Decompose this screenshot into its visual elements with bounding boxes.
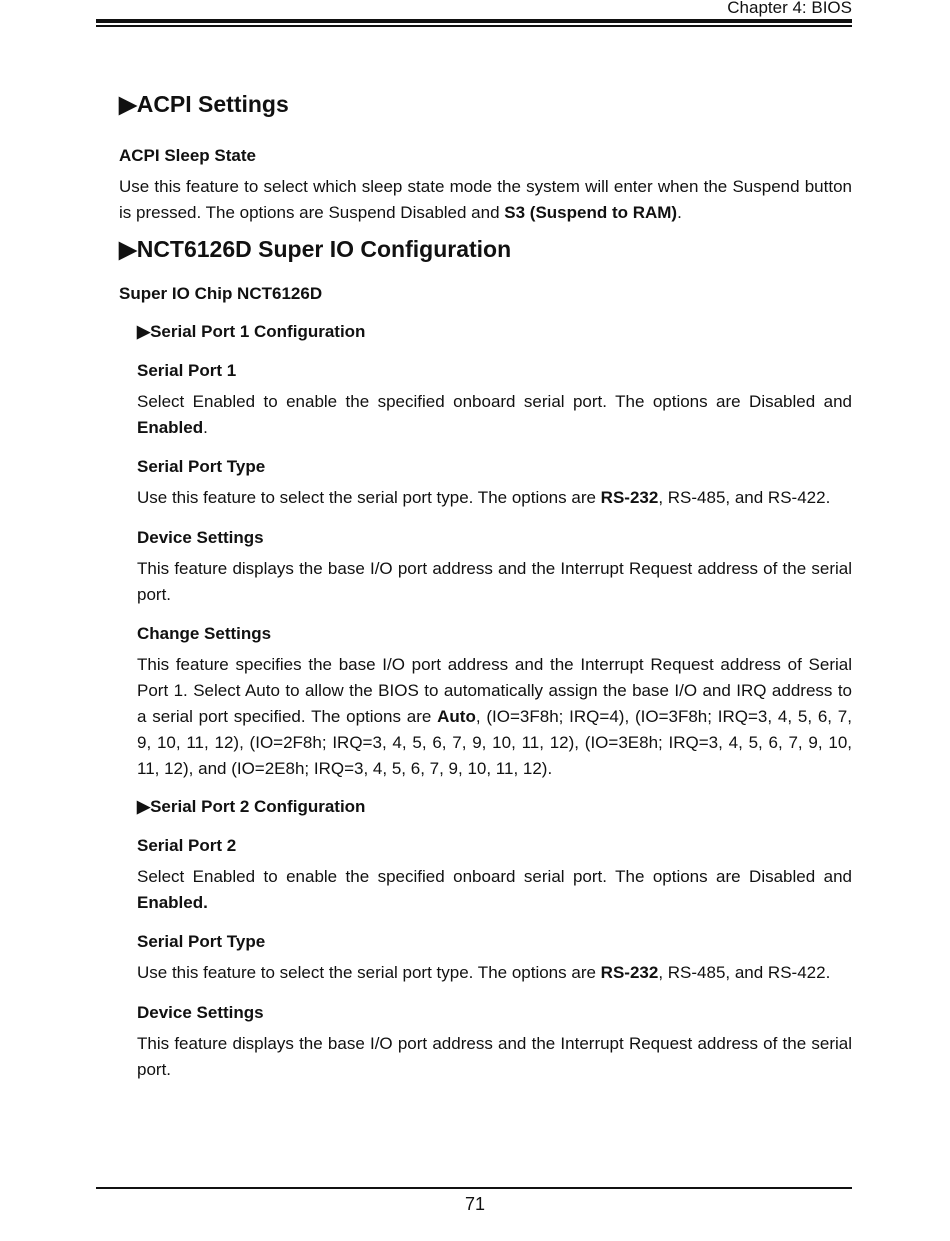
triangle-right-icon: ▶ [137, 797, 151, 816]
sp1-type [137, 455, 852, 511]
footer-rule [96, 1187, 852, 1189]
sp2-port-heading: Serial Port 2 [137, 836, 237, 855]
text-span: Use this feature to select the serial port type. The options are [137, 488, 601, 507]
text-span: Select Enabled to enable the specified onboard serial port. The options are Disabled and [137, 867, 852, 886]
text-span: , RS-485, and RS-422. [658, 963, 831, 982]
bold-option: RS-232 [600, 963, 659, 982]
text-span: , (IO=3F8h; IRQ=4), (IO=3F8h; IRQ=3, 4, 5, 6, 7, 9, 10, 11, 12), (IO=2F8h; IRQ=3, 4, 5, 6, 7, 9, 10, 11, 12), (IO=3E8h; IRQ=3, 4, 5, 6, 7, 9, 10, 11, 12), and (IO=2E8h; IRQ=3, 4, 5, 6, 7, 9, 10, 11, 12). [137, 707, 852, 778]
sp2-title-text: Serial Port 2 Configuration [150, 797, 366, 816]
sp1-change-heading: Change Settings [137, 624, 272, 643]
acpi-section-title [119, 88, 852, 120]
sp1-title-text: Serial Port 1 Configuration [150, 322, 366, 341]
acpi-sleep-state-text [119, 174, 852, 226]
bold-option: Enabled. [137, 893, 208, 912]
text-span: . [677, 203, 682, 222]
acpi-sleep-state-heading: ACPI Sleep State [119, 146, 256, 165]
superio-section-title [119, 233, 852, 265]
superio-title-text: NCT6126D Super IO Configuration [136, 236, 512, 262]
superio-section [119, 233, 852, 265]
sp2-section [137, 795, 852, 819]
header-rule-thin [96, 25, 852, 27]
sp1-section-title [137, 320, 852, 344]
text-span: Use this feature to select which sleep state mode the system will enter when the Suspend button is pressed. The options are Suspend Disabled and [119, 177, 852, 222]
sp1-change-text [137, 652, 852, 782]
superio-chip-heading: Super IO Chip NCT6126D [119, 284, 323, 303]
sp1-port-heading: Serial Port 1 [137, 361, 237, 380]
page-number: 71 [464, 1194, 486, 1214]
sp2-type-heading: Serial Port Type [137, 932, 266, 951]
sp1-section [137, 320, 852, 344]
sp2-port-text [137, 864, 852, 916]
sp2-port [137, 834, 852, 916]
text-span: , RS-485, and RS-422. [658, 488, 831, 507]
sp1-change [137, 622, 852, 782]
sp2-device-heading: Device Settings [137, 1003, 264, 1022]
sp2-device-text: This feature displays the base I/O port address and the Interrupt Request address of the serial port. [137, 1034, 852, 1079]
sp2-type-text [137, 960, 852, 986]
acpi-sleep-state [119, 144, 852, 226]
sp1-type-text [137, 485, 852, 511]
sp2-device [137, 1001, 852, 1083]
triangle-right-icon: ▶ [119, 236, 137, 262]
sp1-port-text [137, 389, 852, 441]
bold-option: Enabled [137, 418, 204, 437]
sp1-device-heading: Device Settings [137, 528, 264, 547]
chapter-header: Chapter 4: BIOS [727, 0, 852, 17]
triangle-right-icon: ▶ [119, 91, 137, 117]
sp2-section-title [137, 795, 852, 819]
text-span: Select Enabled to enable the specified onboard serial port. The options are Disabled and [137, 392, 852, 411]
sp1-port [137, 359, 852, 441]
text-span: This feature specifies the base I/O port address and the Interrupt Request address of Serial Port 1. Select Auto to allow the BIOS to automatically assign the base I/O and IRQ address to a serial port specified. The options are [137, 655, 852, 726]
bold-option: S3 (Suspend to RAM) [504, 203, 678, 222]
sp1-device [137, 526, 852, 608]
bold-option: Auto [437, 707, 476, 726]
text-span: . [203, 418, 208, 437]
triangle-right-icon: ▶ [137, 322, 151, 341]
bold-option: RS-232 [600, 488, 659, 507]
acpi-section [119, 88, 852, 120]
header-rule-thick [96, 19, 852, 23]
sp2-type [137, 930, 852, 986]
acpi-title-text: ACPI Settings [136, 91, 289, 117]
text-span: Use this feature to select the serial port type. The options are [137, 963, 601, 982]
superio-chip [119, 282, 852, 306]
sp1-type-heading: Serial Port Type [137, 457, 266, 476]
sp1-device-text: This feature displays the base I/O port address and the Interrupt Request address of the serial port. [137, 559, 852, 604]
